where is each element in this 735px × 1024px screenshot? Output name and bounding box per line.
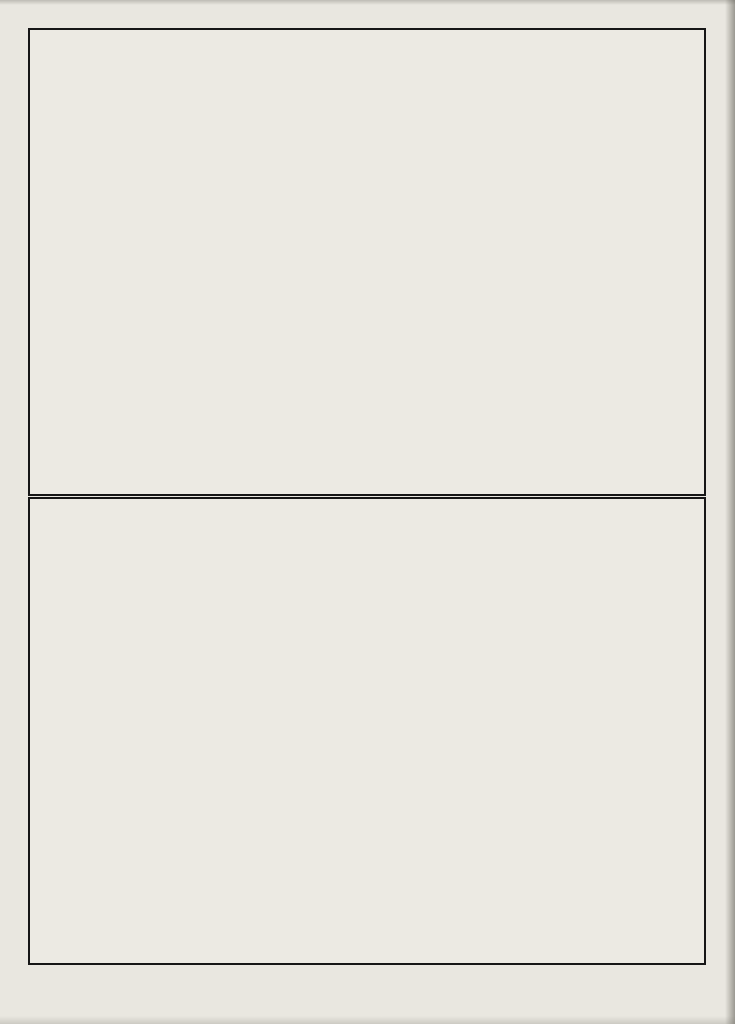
registry-table-top — [28, 28, 706, 496]
scan-edge-top — [0, 0, 735, 5]
scan-edge-right — [725, 0, 735, 1024]
scan-edge-bottom — [0, 1016, 735, 1024]
registry-table-bottom — [28, 497, 706, 965]
directory-sheet — [28, 28, 706, 965]
